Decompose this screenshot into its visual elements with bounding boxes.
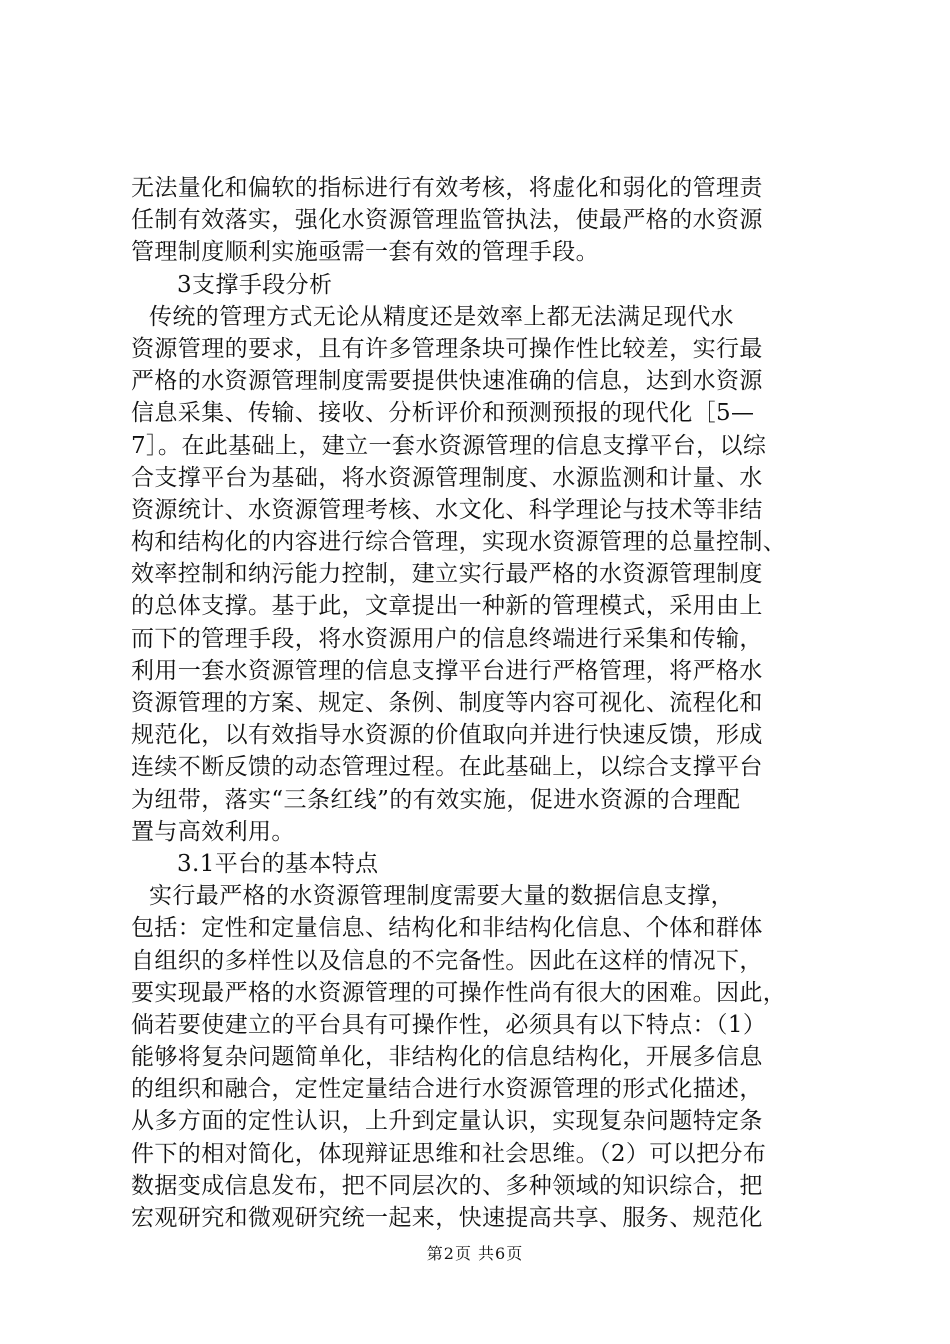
text-line: 信息采集、传输、接收、分析评价和预测预报的现代化［5— [131, 400, 755, 427]
text-line: 无法量化和偏软的指标进行有效考核，将虚化和弱化的管理责 [131, 175, 763, 201]
text-line: 的总体支撑。基于此，文章提出一种新的管理模式，采用由上 [131, 593, 763, 620]
text-line: 从多方面的定性认识，上升到定量认识，实现复杂问题特定条 [131, 1108, 763, 1135]
text-line: 连续不断反馈的动态管理过程。在此基础上，以综合支撑平台 [131, 754, 763, 781]
text-line: 管理制度顺利实施亟需一套有效的管理手段。 [131, 239, 599, 266]
text-line: 宏观研究和微观研究统一起来，快速提高共享、服务、规范化 [131, 1205, 763, 1231]
text-line: 任制有效落实，强化水资源管理监管执法，使最严格的水资源 [131, 207, 763, 234]
text-line: 置与高效利用。 [131, 818, 295, 845]
text-line: 为纽带，落实“三条红线”的有效实施，促进水资源的合理配 [131, 786, 741, 813]
text-line: 构和结构化的内容进行综合管理，实现水资源管理的总量控制、 [131, 529, 787, 556]
text-line: 而下的管理手段，将水资源用户的信息终端进行采集和传输， [131, 625, 763, 652]
text-line: 的组织和融合，定性定量结合进行水资源管理的形式化描述， [131, 1076, 763, 1103]
text-line: 自组织的多样性以及信息的不完备性。因此在这样的情况下， [131, 947, 763, 974]
text-line: 效率控制和纳污能力控制，建立实行最严格的水资源管理制度 [131, 561, 763, 588]
text-line: 包括：定性和定量信息、结构化和非结构化信息、个体和群体 [131, 915, 763, 942]
text-line: 件下的相对简化，体现辩证思维和社会思维。（2）可以把分布 [131, 1140, 767, 1167]
text-line: 资源管理的方案、规定、条例、制度等内容可视化、流程化和 [131, 690, 763, 716]
text-line: 规范化，以有效指导水资源的价值取向并进行快速反馈，形成 [131, 722, 763, 749]
text-line: 实行最严格的水资源管理制度需要大量的数据信息支撑， [149, 883, 734, 910]
text-line: 传统的管理方式无论从精度还是效率上都无法满足现代水 [149, 303, 734, 330]
text-line: 严格的水资源管理制度需要提供快速准确的信息，达到水资源 [131, 368, 763, 395]
text-line: 资源统计、水资源管理考核、水文化、科学理论与技术等非结 [131, 496, 763, 523]
section-heading-3-1: 3.1平台的基本特点 [177, 850, 379, 877]
text-line: 7］。在此基础上，建立一套水资源管理的信息支撑平台，以综 [131, 432, 767, 459]
text-line: 资源管理的要求，且有许多管理条块可操作性比较差，实行最 [131, 335, 763, 362]
text-line: 合支撑平台为基础，将水资源管理制度、水源监测和计量、水 [131, 464, 763, 491]
text-line: 利用一套水资源管理的信息支撑平台进行严格管理，将严格水 [131, 657, 763, 684]
page-number-footer: 第2页 共6页 [426, 1244, 524, 1263]
text-line: 倘若要使建立的平台具有可操作性，必须具有以下特点：（1） [131, 1011, 767, 1038]
text-line: 数据变成信息发布，把不同层次的、多种领域的知识综合，把 [131, 1172, 763, 1199]
section-heading-3: 3支撑手段分析 [177, 271, 333, 298]
text-line: 要实现最严格的水资源管理的可操作性尚有很大的困难。因此， [131, 979, 787, 1006]
text-line: 能够将复杂问题简单化，非结构化的信息结构化，开展多信息 [131, 1044, 763, 1071]
document-body [131, 172, 831, 1234]
